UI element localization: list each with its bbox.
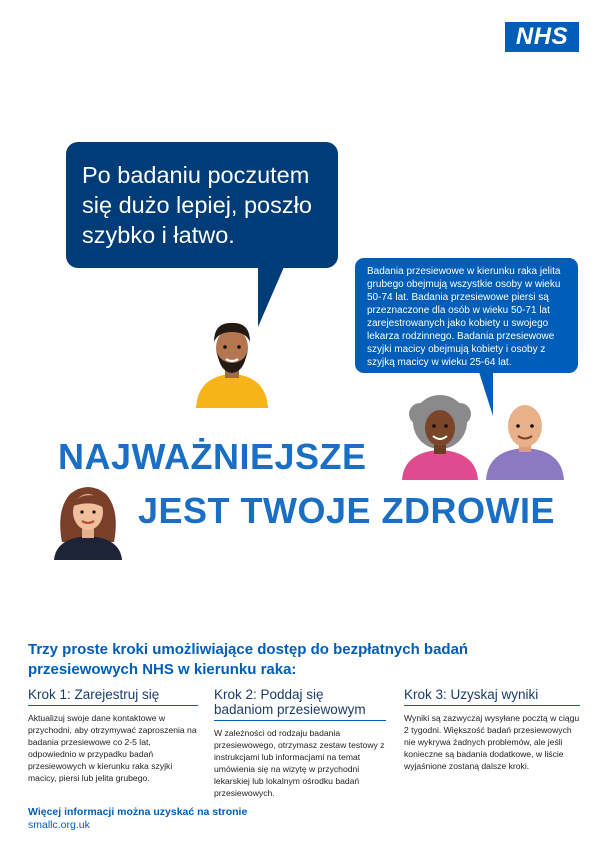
step-2 [214, 687, 386, 799]
step-3-title: Krok 3: Uzyskaj wyniki [404, 687, 580, 706]
info-bubble [355, 258, 578, 373]
info-text: Badania przesiewowe w kierunku raka jelita grubego obejmują wszystkie osoby w wieku 50-74 lat. Badania przesiewowe piersi są przeznaczone dla osób w wieku 50-71 lat zarejestrowanych jako kobiety u swojego lekarza rodzinnego. Badania przesiewowe szyjki macicy obejmują kobiety i osoby z szyjką macicy w wieku 25-64 lat. [367, 266, 561, 368]
step-3-body: Wyniki są zazwyczaj wysyłane pocztą w ciągu 2 tygodni. Większość badań przesiewowych nie wykrywa żadnych problemów, ale jeśli konieczne są badania dodatkowe, w liście wyjaśnione zostaną dalsze kroki. [404, 713, 580, 771]
step-2-title: Krok 2: Poddaj się badaniom przesiewowym [214, 687, 386, 721]
bald-man-avatar-icon [484, 404, 566, 480]
nhs-logo: NHS [505, 22, 579, 52]
woman-avatar-icon [50, 482, 126, 560]
woman-gray-hair-avatar-icon [400, 392, 480, 480]
headline-line2: JEST TWOJE ZDROWIE [138, 490, 556, 531]
step-2-body: W zależności od rodzaju badania przesiewowego, otrzymasz zestaw testowy z instrukcjami lub informacjami na temat umówienia się na wizytę w przychodni lekarskiej lub lokalnym ośrodku badań przesiewowych. [214, 728, 385, 798]
quote-text: Po badaniu poczutem się dużo lepiej, poszło szybko i łatwo. [82, 162, 312, 248]
step-3 [404, 687, 580, 772]
step-1 [28, 687, 198, 784]
website-link[interactable]: smallc.org.uk [28, 819, 90, 831]
more-info-text: Więcej informacji można uzyskać na stronie [28, 806, 248, 818]
quote-bubble [66, 142, 338, 268]
step-1-title: Krok 1: Zarejestruj się [28, 687, 198, 706]
man-avatar-icon [192, 318, 272, 408]
headline-line1: NAJWAŻNIEJSZE [58, 436, 367, 477]
steps-title: Trzy proste kroki umożliwiające dostęp do bezpłatnych badań przesiewowych NHS w kierunku raka: [28, 641, 469, 678]
step-1-body: Aktualizuj swoje dane kontaktowe w przychodni, aby otrzymywać zaproszenia na badania przesiewowe co 2-5 lat, odpowiednio w przypadku badań przesiewowych w kierunku raka szyjki macicy, piersi lub jelita grubego. [28, 713, 197, 783]
